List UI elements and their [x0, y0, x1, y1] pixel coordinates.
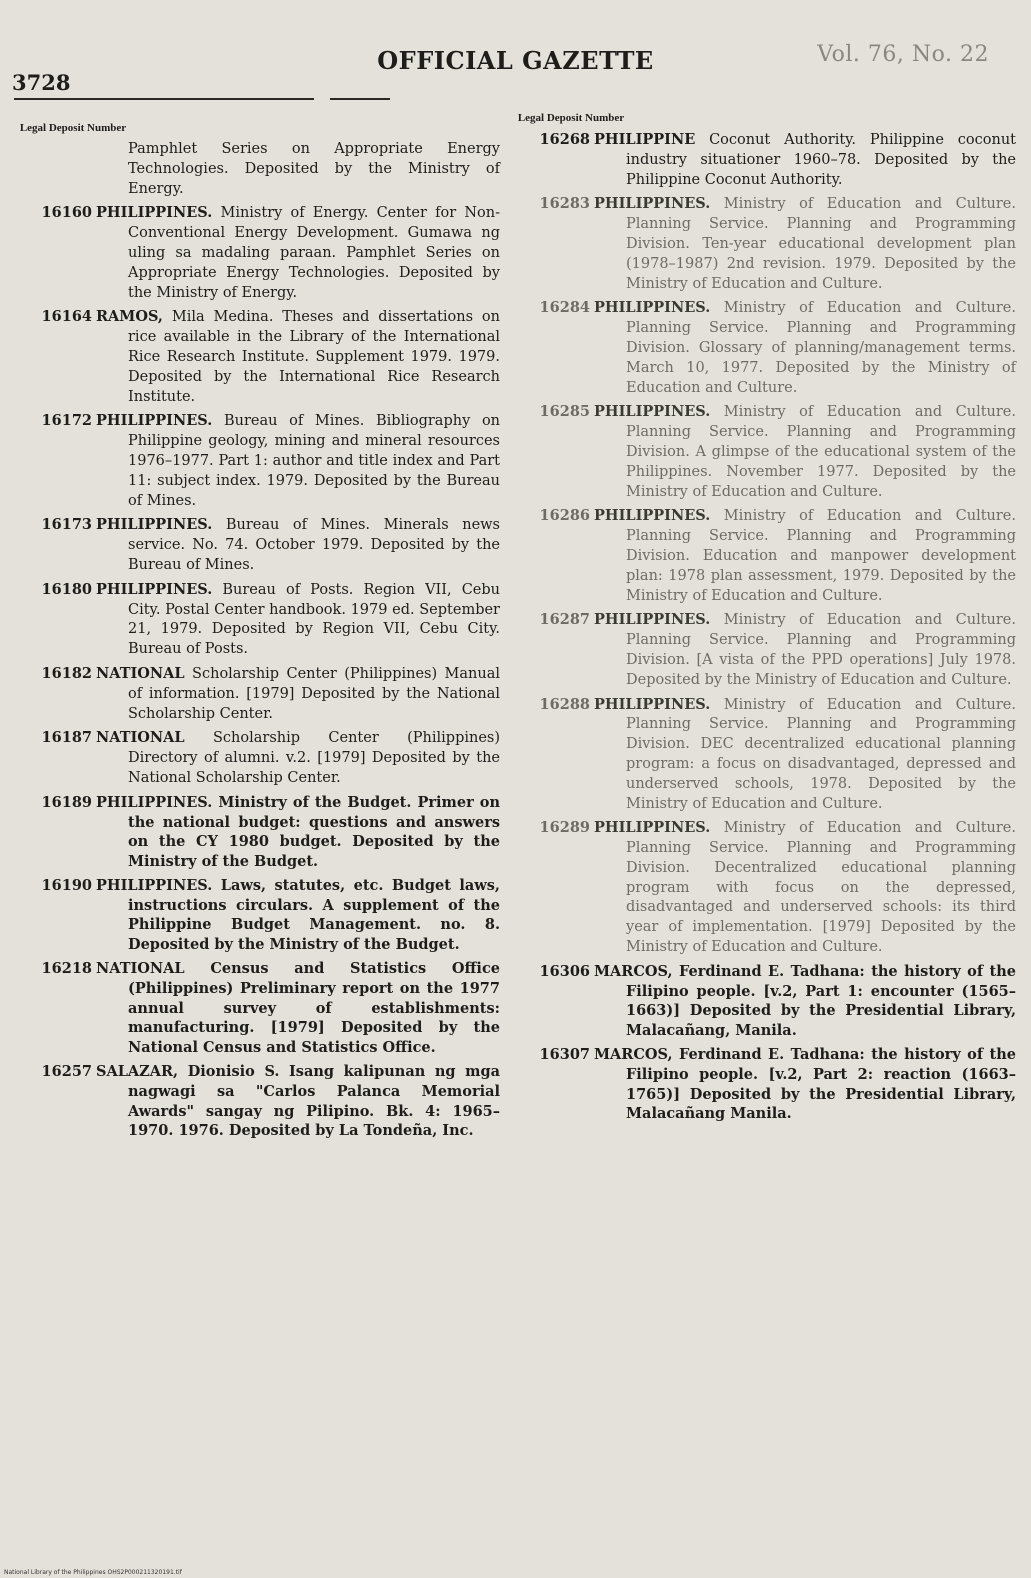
deposit-number: 16173 — [41, 516, 92, 534]
entry-heading: RAMOS, — [96, 308, 163, 326]
entry-text — [594, 1045, 1016, 1124]
deposit-number: 16189 — [41, 793, 92, 811]
deposit-number: 16306 — [539, 962, 590, 980]
deposit-entry — [18, 876, 500, 955]
deposit-entry — [18, 307, 500, 407]
deposit-entry — [18, 411, 500, 511]
entry-heading: PHILIPPINE — [594, 131, 696, 148]
entry-text — [594, 298, 1016, 398]
entry-heading: PHILIPPINES. — [96, 204, 213, 222]
entry-text — [594, 402, 1016, 502]
entry-body: Bureau of Mines. Bibliography on Philippine geology, mining and mineral resources 1976–1977. Part 1: author and title index and Part 11: subject index. 1979. Deposited by the Bureau of Mines. — [128, 413, 501, 509]
entry-body: Bureau of Posts. Region VII, Cebu City. Postal Center handbook. 1979 ed. September 21, 1979. Deposited by Region VII, Cebu City. Bureau of Posts. — [128, 581, 501, 658]
entry-text — [594, 506, 1016, 606]
entry-body: Ferdinand E. Tadhana: the history of the Filipino people. [v.2, Part 2: reaction (1663–1765)] Deposited by the Presidential Library, Malacañang Manila. — [626, 1046, 1016, 1123]
entry-text — [96, 664, 500, 724]
entry-heading: NATIONAL — [96, 664, 185, 682]
deposit-number: 16218 — [41, 960, 92, 978]
entry-body: Ministry of Education and Culture. Planning Service. Planning and Programming Division. [A vista of the PPD operations] July 1978. Deposited by the Ministry of Education and Culture. — [626, 612, 1016, 688]
entry-body: Coconut Authority. Philippine coconut industry situationer 1960–78. Deposited by the Philippine Coconut Authority. — [626, 132, 1016, 188]
deposit-number: 16190 — [41, 876, 92, 894]
entry-heading: PHILIPPINES. — [96, 516, 213, 534]
entry-heading: NATIONAL — [96, 729, 185, 747]
entry-body: Ministry of Education and Culture. Planning Service. Planning and Programming Division. Education and manpower development plan: 1978 plan assessment, 1979. Deposited by the Ministry of Education and Culture. — [626, 508, 1016, 604]
entry-text — [594, 194, 1016, 294]
left-column — [18, 122, 500, 1145]
entry-text — [96, 580, 500, 660]
deposit-entry — [516, 130, 1016, 190]
column-head: Legal Deposit Number — [517, 112, 625, 124]
entry-text — [594, 130, 1016, 190]
deposit-entry — [516, 298, 1016, 398]
volume-label: Vol. 76, No. 22 — [817, 42, 989, 67]
entry-text — [96, 203, 500, 303]
entry-heading: PHILIPPINES. — [594, 611, 711, 629]
deposit-number: 16182 — [41, 664, 92, 682]
column-head: Legal Deposit Number — [19, 122, 127, 134]
deposit-number: 16172 — [41, 412, 92, 430]
deposit-number: 16289 — [539, 819, 590, 837]
entry-heading: PHILIPPINES. — [594, 695, 711, 713]
scan-footer: National Library of the Philippines OHS2P000211320191.tif — [4, 1569, 182, 1576]
entry-heading: PHILIPPINES. — [594, 195, 711, 213]
right-column — [516, 112, 1016, 1128]
entry-list — [18, 140, 500, 1141]
entry-body: Ministry of Education and Culture. Planning Service. Planning and Programming Division. DEC decentralized educational planning program: a focus on disadvantaged, depressed and underserved schools, 1978. Deposited by the Ministry of Education and Culture. — [626, 696, 1016, 812]
entry-text — [96, 1062, 500, 1141]
deposit-entry — [18, 515, 500, 575]
entry-text — [96, 411, 500, 511]
entry-body: Ministry of the Budget. Primer on the national budget: questions and answers on the CY 1980 budget. Deposited by the Ministry of the Budget. — [128, 793, 500, 871]
entry-body: Ministry of Education and Culture. Planning Service. Planning and Programming Division. A glimpse of the educational system of the Philippines. November 1977. Deposited by the Ministry of Education and Culture. — [626, 404, 1016, 500]
deposit-number: 16285 — [539, 403, 590, 421]
entry-body: Ferdinand E. Tadhana: the history of the Filipino people. [v.2, Part 1: encounter (1565–1663)] Deposited by the Presidential Library, Malacañang, Manila. — [626, 962, 1016, 1040]
entry-text — [96, 728, 500, 788]
deposit-entry — [516, 695, 1016, 815]
entry-text — [594, 610, 1016, 690]
entry-text — [96, 876, 500, 955]
deposit-number: 16268 — [539, 131, 590, 148]
deposit-number: 16307 — [539, 1046, 590, 1064]
deposit-number: 16257 — [41, 1063, 92, 1081]
entry-heading: PHILIPPINES. — [594, 299, 711, 317]
entry-body: Ministry of Education and Culture. Planning Service. Planning and Programming Division. Decentralized educational planning program with focus on the depressed, disadvantaged and underserved schools: its third year of implementation. [1979] Deposited by the Ministry of Education and Culture. — [626, 820, 1016, 956]
entry-text — [96, 959, 500, 1058]
entry-body: Census and Statistics Office (Philippines) Preliminary report on the 1977 annual survey of establishments: manufacturing. [1979] Deposited by the National Census and Statistics Office. — [128, 960, 500, 1057]
entry-text — [594, 962, 1016, 1041]
deposit-entry — [516, 818, 1016, 958]
deposit-entry — [18, 664, 500, 724]
deposit-entry — [18, 203, 500, 303]
entry-text — [96, 793, 500, 872]
deposit-entry — [516, 194, 1016, 294]
entry-heading: PHILIPPINES. — [594, 507, 711, 525]
entry-text — [96, 140, 500, 199]
entry-heading: PHILIPPINES. — [594, 403, 711, 421]
entry-heading: NATIONAL — [96, 960, 185, 978]
entry-heading: PHILIPPINES. — [96, 580, 213, 598]
entry-heading: PHILIPPINES. — [594, 819, 711, 837]
entry-heading: MARCOS, — [594, 1046, 673, 1064]
deposit-number: 16288 — [539, 695, 590, 713]
entry-body: Mila Medina. Theses and dissertations on rice available in the Library of the International Rice Research Institute. Supplement 1979. 1979. Deposited by the International Rice Research Institute. — [128, 309, 500, 405]
deposit-entry — [516, 962, 1016, 1041]
deposit-entry — [18, 1062, 500, 1141]
entry-text — [594, 695, 1016, 815]
deposit-number: 16287 — [539, 611, 590, 629]
entry-heading: PHILIPPINES. — [96, 876, 213, 894]
page-number: 3728 — [12, 70, 71, 95]
deposit-number: 16284 — [539, 299, 590, 317]
entry-body: Bureau of Mines. Minerals news service. No. 74. October 1979. Deposited by the Bureau of Mines. — [128, 517, 501, 573]
entry-list — [516, 130, 1016, 1124]
entry-body: Dionisio S. Isang kalipunan ng mga nagwagi sa "Carlos Palanca Memorial Awards" sangay ng Pilipino. Bk. 4: 1965–1970. 1976. Deposited by La Tondeña, Inc. — [128, 1063, 500, 1140]
deposit-number: 16283 — [539, 195, 590, 213]
deposit-entry — [18, 140, 500, 199]
entry-body: Pamphlet Series on Appropriate Energy Technologies. Deposited by the Ministry of Energy. — [128, 141, 500, 197]
deposit-number: 16180 — [41, 580, 92, 598]
entry-heading: SALAZAR, — [96, 1063, 179, 1081]
entry-text — [96, 515, 500, 575]
deposit-entry — [516, 402, 1016, 502]
entry-body: Ministry of Education and Culture. Planning Service. Planning and Programming Division. Ten-year educational development plan (1978–1987) 2nd revision. 1979. Deposited by the Ministry of Education and Culture. — [626, 196, 1016, 292]
gazette-title: OFFICIAL GAZETTE — [377, 46, 654, 75]
header-rule-left — [14, 98, 314, 100]
deposit-entry — [516, 1045, 1016, 1124]
deposit-number: 16164 — [41, 308, 92, 326]
deposit-entry — [18, 793, 500, 872]
entry-body: Scholarship Center (Philippines) Directory of alumni. v.2. [1979] Deposited by the National Scholarship Center. — [128, 730, 501, 786]
deposit-entry — [18, 959, 500, 1058]
deposit-number: 16187 — [41, 729, 92, 747]
deposit-number: 16286 — [539, 507, 590, 525]
entry-heading: PHILIPPINES. — [96, 412, 213, 430]
entry-body: Laws, statutes, etc. Budget laws, instructions circulars. A supplement of the Philippine Budget Management. no. 8. Deposited by the Ministry of the Budget. — [128, 876, 500, 954]
deposit-entry — [516, 506, 1016, 606]
entry-body: Ministry of Energy. Center for Non-Conventional Energy Development. Gumawa ng uling sa madaling paraan. Pamphlet Series on Appropriate Energy Technologies. Deposited by the Ministry of Energy. — [128, 205, 501, 301]
entry-body: Scholarship Center (Philippines) Manual of information. [1979] Deposited by the National Scholarship Center. — [128, 665, 501, 722]
entry-text — [96, 307, 500, 407]
header-rule-right — [330, 98, 390, 100]
deposit-number: 16160 — [41, 204, 92, 222]
entry-text — [594, 818, 1016, 958]
deposit-entry — [18, 728, 500, 788]
deposit-entry — [18, 580, 500, 660]
entry-heading: MARCOS, — [594, 962, 673, 980]
deposit-entry — [516, 610, 1016, 690]
entry-body: Ministry of Education and Culture. Planning Service. Planning and Programming Division. Glossary of planning/management terms. March 10, 1977. Deposited by the Ministry of Education and Culture. — [626, 300, 1016, 396]
entry-heading: PHILIPPINES. — [96, 793, 213, 811]
